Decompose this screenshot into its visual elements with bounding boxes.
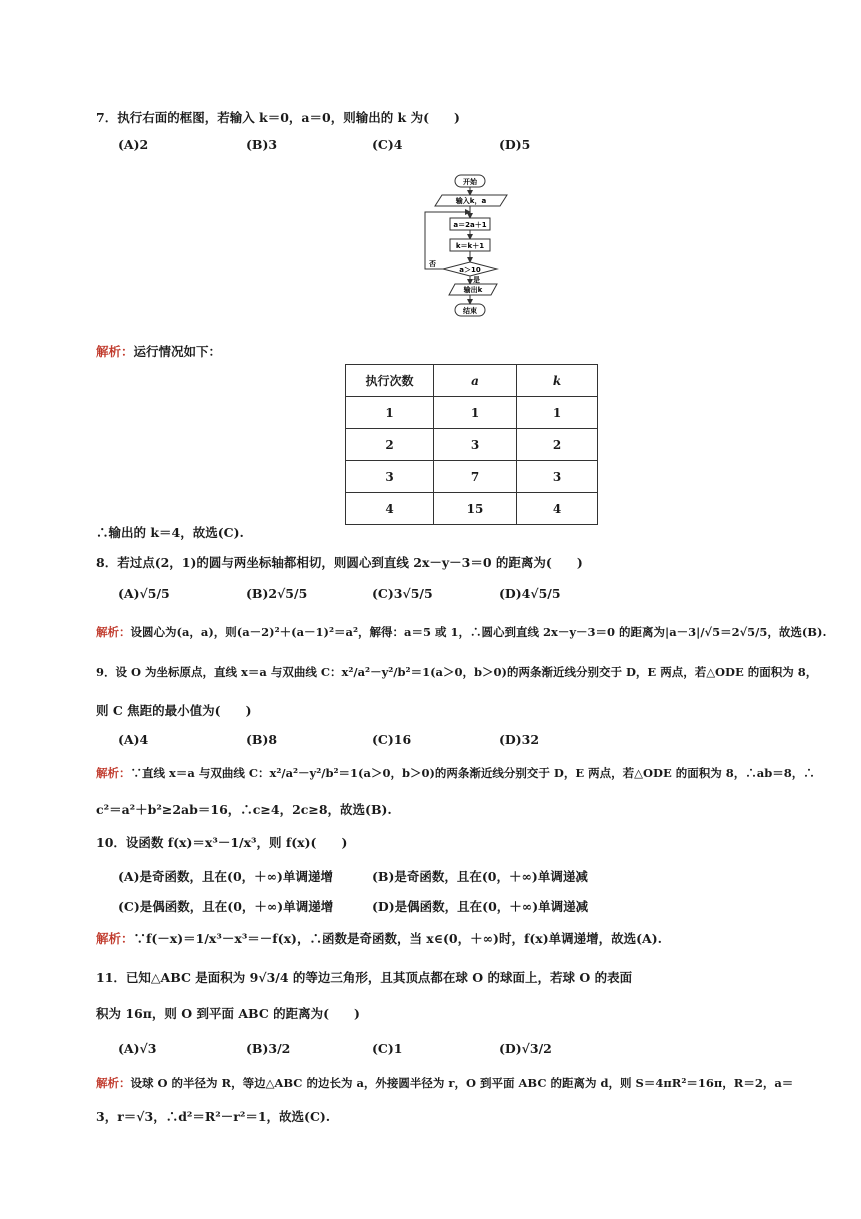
q11-option-b: (B)3/2 bbox=[246, 1041, 291, 1056]
table-cell: 1 bbox=[346, 397, 434, 429]
q8-option-b: (B)2√5/5 bbox=[246, 586, 308, 601]
q10-analysis bbox=[96, 929, 662, 947]
table-cell: 15 bbox=[434, 493, 517, 525]
table-cell: 4 bbox=[517, 493, 598, 525]
table-row bbox=[346, 429, 598, 461]
q8-option-c: (C)3√5/5 bbox=[372, 586, 433, 601]
q9-analysis-line1 bbox=[96, 765, 815, 781]
flowchart bbox=[415, 168, 515, 323]
q9-analysis-text: ∵直线 x＝a 与双曲线 C：x²/a²－y²/b²＝1(a＞0，b＞0)的两条渐近线分别交于 D，E 两点，若△ODE 的面积为 8，∴ab＝8，∴ bbox=[130, 766, 815, 780]
q10-analysis-text: ∵f(－x)＝1/x³－x³＝－f(x)，∴函数是奇函数，当 x∈(0，＋∞)时，f(x)单调递增，故选(A). bbox=[133, 931, 662, 946]
q7-option-c: (C)4 bbox=[372, 137, 403, 152]
q7-analysis-label: 解析： bbox=[96, 344, 134, 359]
table-cell: 1 bbox=[434, 397, 517, 429]
q7-run-table bbox=[345, 364, 598, 525]
flow-input-label: 输入k，a bbox=[455, 197, 487, 205]
flow-step2-label: k＝k＋1 bbox=[455, 242, 485, 250]
table-header-cell: k bbox=[517, 365, 598, 397]
q9-option-c: (C)16 bbox=[372, 732, 412, 747]
q11-option-c: (C)1 bbox=[372, 1041, 403, 1056]
flow-end-label: 结束 bbox=[463, 307, 477, 315]
flow-no-label: 否 bbox=[429, 260, 436, 268]
q9-option-d: (D)32 bbox=[499, 732, 540, 747]
table-cell: 1 bbox=[517, 397, 598, 429]
table-header-row bbox=[346, 365, 598, 397]
q11-analysis-line1 bbox=[96, 1075, 793, 1091]
q11-analysis-label: 解析： bbox=[96, 1076, 131, 1090]
q10-stem: 10．设函数 f(x)＝x³－1/x³，则 f(x)( ) bbox=[96, 835, 348, 850]
q9-analysis-line2: c²＝a²＋b²≥2ab＝16，∴c≥4，2c≥8，故选(B). bbox=[96, 802, 392, 817]
table-cell: 7 bbox=[434, 461, 517, 493]
flow-output-label: 输出k bbox=[463, 286, 483, 294]
q10-analysis-label: 解析： bbox=[96, 931, 134, 946]
table-cell: 3 bbox=[434, 429, 517, 461]
q7-option-d: (D)5 bbox=[499, 137, 531, 152]
q9-stem-line1: 9．设 O 为坐标原点，直线 x＝a 与双曲线 C：x²/a²－y²/b²＝1(a＞0，b＞0)的两条渐近线分别交于 D，E 两点，若△ODE 的面积为 8， bbox=[96, 665, 818, 679]
q8-analysis bbox=[96, 624, 826, 640]
flow-step1-label: a＝2a＋1 bbox=[453, 221, 487, 229]
q8-analysis-text: 设圆心为(a，a)，则(a－2)²＋(a－1)²＝a²，解得：a＝5 或 1，∴圆心到直线 2x－y－3＝0 的距离为|a－3|/√5＝2√5/5，故选(B). bbox=[130, 625, 827, 639]
q11-analysis-text: 设球 O 的半径为 R，等边△ABC 的边长为 a，外接圆半径为 r，O 到平面 ABC 的距离为 d，则 S＝4πR²＝16π，R＝2，a＝ bbox=[130, 1076, 794, 1090]
table-cell: 2 bbox=[346, 429, 434, 461]
q9-option-a: (A)4 bbox=[118, 732, 149, 747]
q11-option-a: (A)√3 bbox=[118, 1041, 157, 1056]
q10-option-b: (B)是奇函数，且在(0，＋∞)单调递减 bbox=[372, 869, 588, 884]
table-row bbox=[346, 493, 598, 525]
table-cell: 2 bbox=[517, 429, 598, 461]
table-row bbox=[346, 397, 598, 429]
flow-condition-label: a＞10 bbox=[459, 266, 481, 274]
q8-analysis-label: 解析： bbox=[96, 625, 131, 639]
q10-option-c: (C)是偶函数，且在(0，＋∞)单调递增 bbox=[118, 899, 334, 914]
table-row bbox=[346, 461, 598, 493]
table-header-cell: a bbox=[434, 365, 517, 397]
q7-option-a: (A)2 bbox=[118, 137, 149, 152]
q9-stem-line2: 则 C 焦距的最小值为( ) bbox=[96, 703, 252, 718]
q9-analysis-label: 解析： bbox=[96, 766, 131, 780]
q11-stem-line1: 11．已知△ABC 是面积为 9√3/4 的等边三角形，且其顶点都在球 O 的球面上，若球 O 的表面 bbox=[96, 970, 633, 985]
q11-stem-line2: 积为 16π，则 O 到平面 ABC 的距离为( ) bbox=[96, 1006, 360, 1021]
flow-start-label: 开始 bbox=[463, 178, 477, 186]
q8-option-a: (A)√5/5 bbox=[118, 586, 170, 601]
q7-analysis-text: 运行情况如下： bbox=[133, 344, 222, 359]
table-cell: 4 bbox=[346, 493, 434, 525]
q7-analysis bbox=[96, 342, 221, 360]
q11-analysis-line2: 3，r＝√3，∴d²＝R²－r²＝1，故选(C). bbox=[96, 1109, 331, 1124]
table-header-cell: 执行次数 bbox=[346, 365, 434, 397]
flow-yes-label: 是 bbox=[473, 276, 480, 284]
q7-option-b: (B)3 bbox=[246, 137, 278, 152]
q10-option-a: (A)是奇函数，且在(0，＋∞)单调递增 bbox=[118, 869, 333, 884]
q7-stem: 7．执行右面的框图，若输入 k＝0，a＝0，则输出的 k 为( ) bbox=[96, 110, 460, 125]
q7-conclusion: ∴输出的 k＝4，故选(C). bbox=[96, 525, 244, 540]
q11-option-d: (D)√3/2 bbox=[499, 1041, 552, 1056]
q8-option-d: (D)4√5/5 bbox=[499, 586, 561, 601]
q9-option-b: (B)8 bbox=[246, 732, 278, 747]
q8-stem: 8．若过点(2，1)的圆与两坐标轴都相切，则圆心到直线 2x－y－3＝0 的距离为( ) bbox=[96, 555, 583, 570]
table-cell: 3 bbox=[346, 461, 434, 493]
table-cell: 3 bbox=[517, 461, 598, 493]
q10-option-d: (D)是偶函数，且在(0，＋∞)单调递减 bbox=[372, 899, 589, 914]
